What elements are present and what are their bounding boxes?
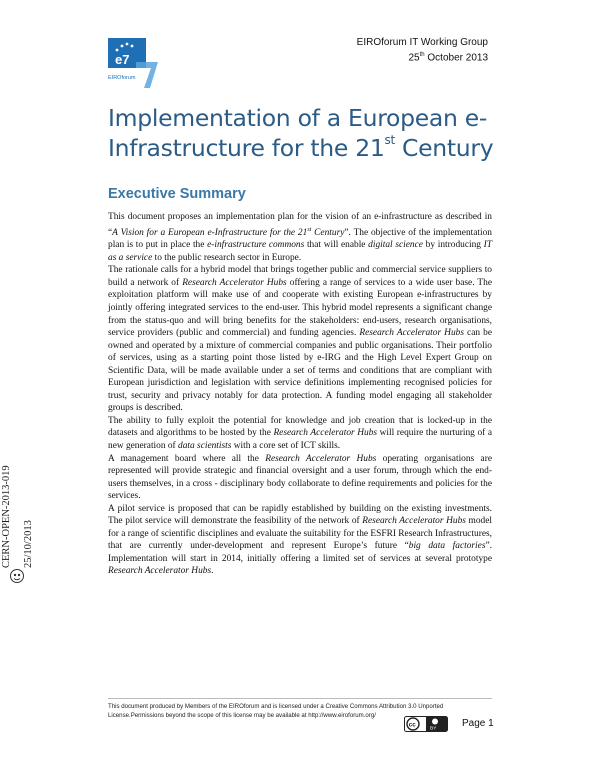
paragraph-4: A management board where all the Research Accelerator Hubs operating organisations are represented will provide strategic and financial oversight and a user forum, through which the end-users themselves, in a cross - disciplinary body collaborate to define requirements and policies for the services. [108, 453, 492, 502]
logo-label: EIROforum [108, 75, 136, 81]
date-day: 25 [408, 52, 420, 64]
footer-license-text: This document produced by Members of the EIROforum and is licensed under a Creative Commons Attribution 3.0 Unported License.Permissions beyond the scope of this license may be available at http://www.eiroforum.org/ [108, 703, 444, 719]
page-number: Page 1 [462, 718, 494, 729]
logo-seven-shape [136, 62, 158, 88]
paragraph-5: A pilot service is proposed that can be rapidly established by building on the existing investments. The pilot service will demonstrate the feasibility of the network of Research Accelerator Hubs model for a range of scientific disciplines and evaluate the suitability for the ESFRI Research Infrastructures, that are currently under-development and represent Europe’s future “big data factories”. Implementation will start in 2014, initially offering a limited set of services at several prototype Research Accelerator Hubs. [108, 503, 492, 577]
header-date [357, 49, 488, 64]
creative-commons-badge [404, 716, 448, 732]
footer-rule [108, 698, 492, 699]
date-suffix: th [419, 52, 425, 58]
document-title: Implementation of a European e-Infrastructure for the 21st Century [108, 104, 494, 162]
cc-by-label: BY [430, 726, 437, 732]
eiroforum-logo [100, 32, 164, 92]
section-heading: Executive Summary [108, 186, 246, 202]
date-rest: October 2013 [424, 52, 488, 64]
cc-label: cc [408, 721, 416, 729]
paragraph-2: The rationale calls for a hybrid model that brings together public and commercial service suppliers to build a network of Research Accelerator Hubs offering a range of services to a wide user base. The exploitation platform will make use of and cooperate with existing European e-infrastructures by jointly offering integrated services to the end-user. This hybrid model represents a significant change from the status-quo and will bring benefits for the stakeholders: end-users, research organisations, service providers (public and commercial) and funding agencies. Research Accelerator Hubs can be owned and operated by a mixture of commercial companies and public organisations. Their portfolio of services, using as a starting point those listed by e-IRG and the High Level Expert Group on Scientific Data, will be made available under a set of terms and conditions that are compliant with European jurisdiction and legislation with service definitions implementing recognised policies for trust, security and privacy notably for data protection. A funding model engaging all stakeholder groups is described. [108, 265, 492, 414]
paragraph-1: This document proposes an implementation plan for the vision of an e-infrastructure as described in “A Vision for a European e-Infrastructure for the 21st Century”. The objective of the implementation plan is to put in place the e-infrastructure commons that will enable digital science by introducing IT as a service to the public research sector in Europe. [108, 212, 493, 263]
org-line: EIROforum IT Working Group [356, 37, 488, 48]
scan-symbol-icon [9, 568, 25, 584]
document-header [357, 36, 488, 64]
executive-summary-body [108, 211, 492, 578]
logo-mark: e7 [115, 52, 130, 67]
attribution-icon [432, 719, 438, 725]
paragraph-3: The ability to fully exploit the potential for knowledge and job creation that is locked-up in the datasets and algorithms to be hosted by the Research Accelerator Hubs will require the nurturing of a new generation of data scientists with a core set of ICT skills. [108, 415, 493, 451]
stamp-date: 25/10/2013 [23, 520, 34, 568]
report-number: CERN-OPEN-2013-019 [1, 465, 12, 568]
